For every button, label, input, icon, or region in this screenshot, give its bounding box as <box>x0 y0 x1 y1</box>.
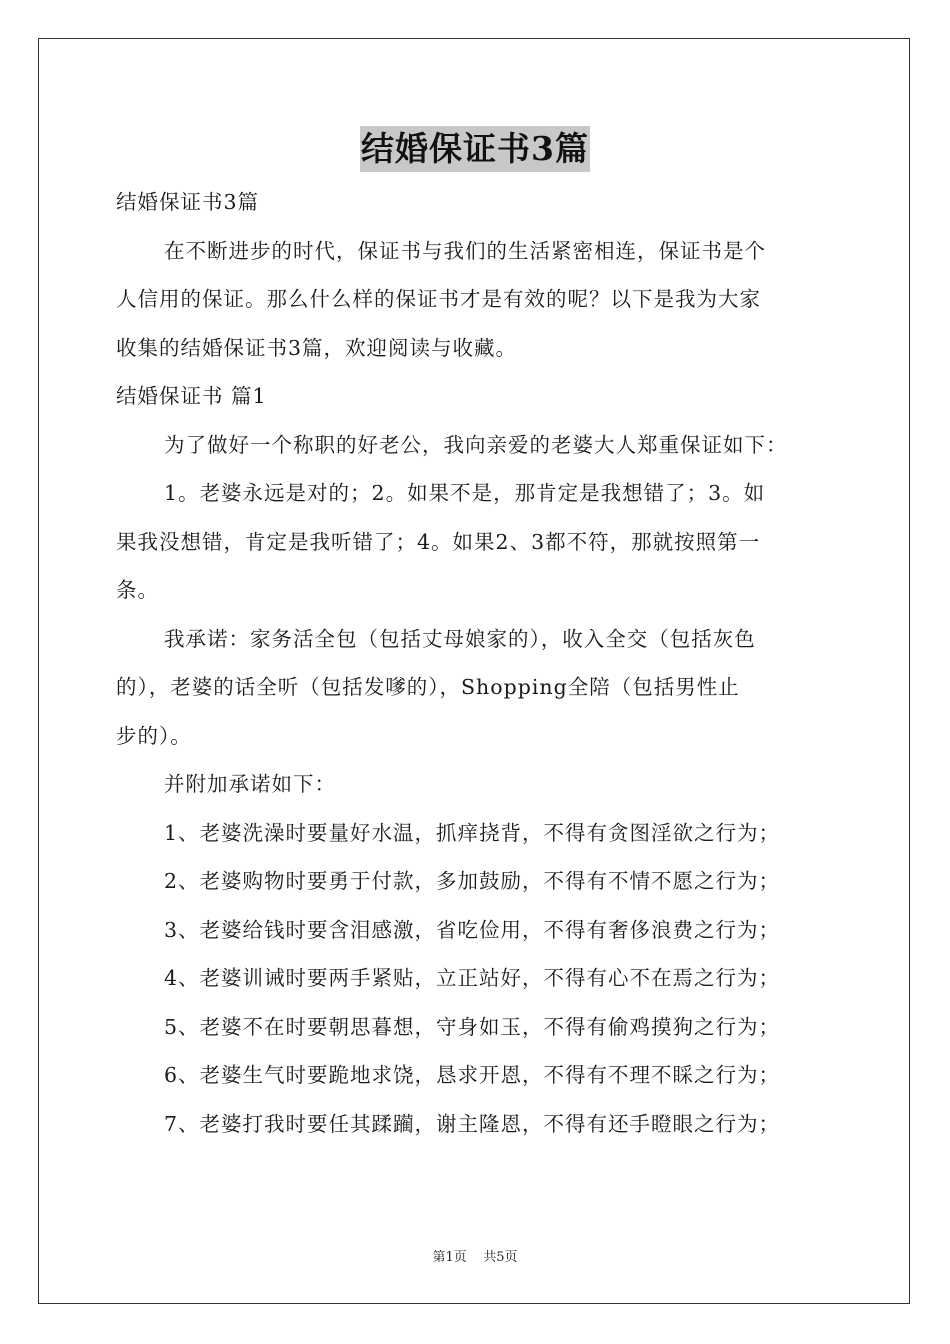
section-heading: 结婚保证书 篇1 <box>116 384 267 408</box>
intro-paragraph-line: 收集的结婚保证书3篇，欢迎阅读与收藏。 <box>116 335 518 360</box>
title-container <box>0 126 950 172</box>
document-title: 结婚保证书3篇 <box>360 126 590 172</box>
intro-paragraph-line: 人信用的保证。那么什么样的保证书才是有效的呢？以下是我为大家 <box>116 287 761 311</box>
promise-item: 1、老婆洗澡时要量好水温，抓痒挠背，不得有贪图淫欲之行为； <box>164 820 781 845</box>
paragraph-line: 的），老婆的话全听（包括发嗲的），Shopping全陪（包括男性止 <box>116 675 740 699</box>
paragraph-line: 条。 <box>116 578 159 602</box>
intro-paragraph-line: 在不断进步的时代，保证书与我们的生活紧密相连，保证书是个 <box>164 238 766 263</box>
paragraph-line: 1。老婆永远是对的；2。如果不是，那肯定是我想错了；3。如 <box>164 481 766 505</box>
paragraph-line: 为了做好一个称职的好老公，我向亲爱的老婆大人郑重保证如下： <box>164 432 788 457</box>
paragraph-line: 步的）。 <box>116 723 192 748</box>
promise-item: 3、老婆给钱时要含泪感激，省吃俭用，不得有奢侈浪费之行为； <box>164 917 781 942</box>
paragraph-line: 我承诺：家务活全包（包括丈母娘家的），收入全交（包括灰色 <box>164 626 756 651</box>
promise-item: 6、老婆生气时要跪地求饶，恳求开恩，不得有不理不睬之行为； <box>164 1063 781 1087</box>
promise-item: 5、老婆不在时要朝思暮想，守身如玉，不得有偷鸡摸狗之行为； <box>164 1014 781 1039</box>
promise-item: 7、老婆打我时要任其蹂躏，谢主隆恩，不得有还手瞪眼之行为； <box>164 1111 781 1136</box>
promise-item: 4、老婆训诫时要两手紧贴，立正站好，不得有心不在焉之行为； <box>164 966 781 990</box>
promise-item: 2、老婆购物时要勇于付款，多加鼓励，不得有不情不愿之行为； <box>164 869 781 893</box>
document-body <box>116 178 836 1148</box>
page-number: 第1页 共5页 <box>432 1250 518 1265</box>
subtitle-line: 结婚保证书3篇 <box>116 190 260 214</box>
paragraph-line: 并附加承诺如下： <box>164 772 336 796</box>
paragraph-line: 果我没想错，肯定是我听错了；4。如果2、3都不符，那就按照第一 <box>116 529 761 554</box>
page-footer <box>0 1246 950 1265</box>
